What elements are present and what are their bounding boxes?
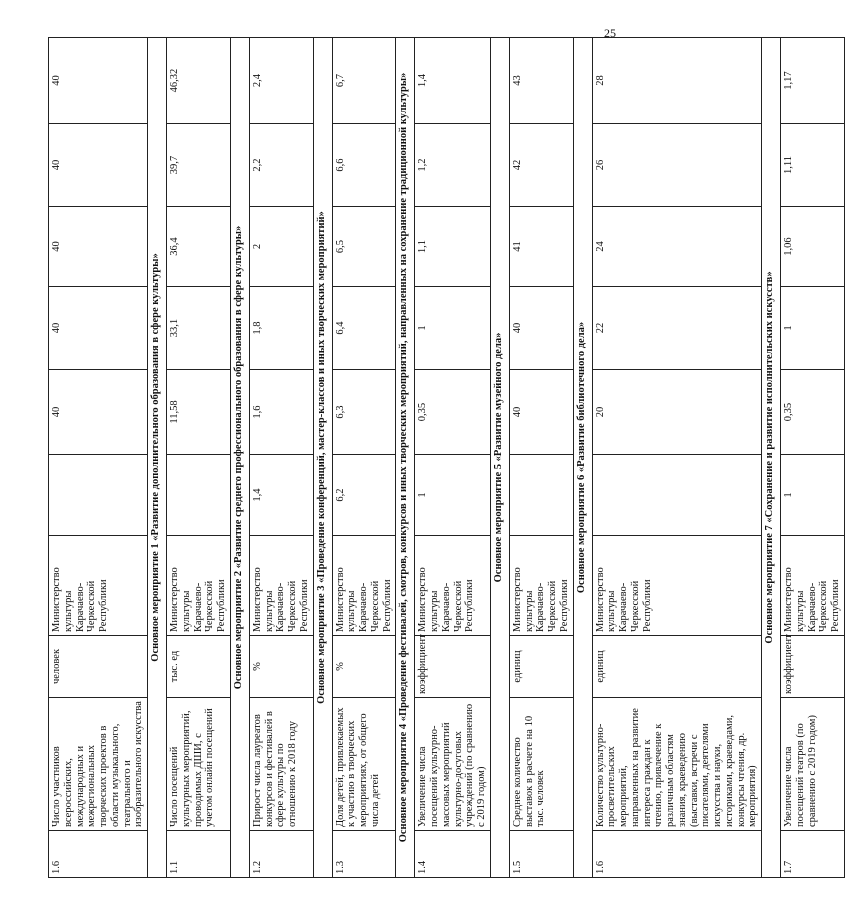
value-cell: 26 [592, 124, 762, 207]
row-number: 1.2 [249, 831, 313, 878]
unit-cell: единиц [592, 636, 762, 698]
indicator-name: Среднее количество выставок в расчете на 10 тыс. человек [509, 698, 573, 831]
value-cell: 1,1 [415, 207, 491, 287]
value-cell: 1,2 [415, 124, 491, 207]
row-number: 1.3 [332, 831, 396, 878]
value-cell [167, 455, 231, 536]
unit-cell: тыс. ед [167, 636, 231, 698]
value-cell: 2,2 [249, 124, 313, 207]
table-row [167, 38, 231, 878]
table-row [592, 38, 762, 878]
value-cell: 42 [509, 124, 573, 207]
value-cell: 6,3 [332, 370, 396, 455]
value-cell: 22 [592, 287, 762, 370]
value-cell: 1,4 [415, 38, 491, 124]
value-cell: 0,35 [781, 370, 845, 455]
value-cell: 2,4 [249, 38, 313, 124]
rotated-table-container [48, 38, 841, 878]
value-cell: 28 [592, 38, 762, 124]
value-cell: 24 [592, 207, 762, 287]
page-number: 25 [604, 26, 616, 40]
value-cell: 1,17 [781, 38, 845, 124]
value-cell: 40 [49, 38, 148, 124]
section-header: Основное мероприятие 6 «Развитие библиотечного дела» [573, 38, 592, 878]
value-cell: 6,4 [332, 287, 396, 370]
row-number: 1.6 [49, 831, 148, 878]
value-cell: 6,2 [332, 455, 396, 536]
value-cell: 40 [509, 287, 573, 370]
value-cell: 6,5 [332, 207, 396, 287]
value-cell: 40 [49, 370, 148, 455]
unit-cell: % [332, 636, 396, 698]
value-cell: 1,6 [249, 370, 313, 455]
executor-cell: Министерство культуры Карачаево-Черкесской Республики [509, 536, 573, 636]
table-row [49, 38, 148, 878]
section-header: Основное мероприятие 4 «Проведение фестивалей, смотров, конкурсов и иных творческих мероприятий, направленных на сохранение традиционной культуры» [396, 38, 415, 878]
section-header: Основное мероприятие 5 «Развитие музейного дела» [490, 38, 509, 878]
row-number: 1.5 [509, 831, 573, 878]
indicator-name: Доля детей, привлекаемых к участию в творческих мероприятиях, от общего числа детей [332, 698, 396, 831]
value-cell: 6,7 [332, 38, 396, 124]
indicator-name: Увеличение числа посещений театров (по сравнению с 2019 годом) [781, 698, 845, 831]
value-cell: 11,58 [167, 370, 231, 455]
section-header: Основное мероприятие 7 «Сохранение и развитие исполнительских искусств» [762, 38, 781, 878]
value-cell: 33,1 [167, 287, 231, 370]
value-cell: 1,11 [781, 124, 845, 207]
value-cell: 40 [49, 287, 148, 370]
executor-cell: Министерство культуры Карачаево-Черкесской Республики [332, 536, 396, 636]
section-header: Основное мероприятие 3 «Проведение конференций, мастер-классов и иных творческих мероприятий» [313, 38, 332, 878]
value-cell: 2 [249, 207, 313, 287]
unit-cell: коэффициент [781, 636, 845, 698]
executor-cell: Министерство культуры Карачаево-Черкесской Республики [415, 536, 491, 636]
indicator-name: Количество культурно-просветительских мероприятий, направленных на развитие интереса граждан к чтению, привлечение к различным областям знания, краеведению (выставки, встречи с писателями, деятелями искусства и науки, историками, краеведами, конкурсы чтения, др. мероприятия) [592, 698, 762, 831]
executor-cell: Министерство культуры Карачаево-Черкесской Республики [781, 536, 845, 636]
section-header: Основное мероприятие 2 «Развитие среднего профессионального образования в сфере культуры» [230, 38, 249, 878]
value-cell: 41 [509, 207, 573, 287]
value-cell: 1 [415, 287, 491, 370]
executor-cell: Министерство культуры Карачаево-Черкесской Республики [592, 536, 762, 636]
section-header: Основное мероприятие 1 «Развитие дополнительного образования в сфере культуры» [148, 38, 167, 878]
value-cell: 40 [509, 370, 573, 455]
value-cell: 43 [509, 38, 573, 124]
table-row [415, 38, 491, 878]
value-cell: 40 [49, 207, 148, 287]
value-cell: 1,4 [249, 455, 313, 536]
unit-cell: человек [49, 636, 148, 698]
row-number: 1.6 [592, 831, 762, 878]
value-cell [509, 455, 573, 536]
table-row [249, 38, 313, 878]
value-cell: 1 [415, 455, 491, 536]
value-cell: 40 [49, 124, 148, 207]
value-cell: 1 [781, 455, 845, 536]
value-cell: 20 [592, 370, 762, 455]
table-row [509, 38, 573, 878]
indicators-table [48, 37, 845, 878]
table-row [332, 38, 396, 878]
indicator-name: Число участников всероссийских, международных и межрегиональных творческих проектов в области музыкального, театрального и изобразительного искусства [49, 698, 148, 831]
executor-cell: Министерство культуры Карачаево-Черкесской Республики [249, 536, 313, 636]
value-cell: 1,8 [249, 287, 313, 370]
table-row [781, 38, 845, 878]
executor-cell: Министерство культуры Карачаево-Черкесской Республики [49, 536, 148, 636]
value-cell: 1 [781, 287, 845, 370]
indicator-name: Увеличение числа посещений культурно-массовых мероприятий культурно-досуговых учреждений (по сравнению с 2019 годом) [415, 698, 491, 831]
value-cell: 1,06 [781, 207, 845, 287]
unit-cell: % [249, 636, 313, 698]
value-cell: 6,6 [332, 124, 396, 207]
indicator-name: Прирост числа лауреатов конкурсов и фестивалей в сфере культуры по отношению к 2018 году [249, 698, 313, 831]
unit-cell: коэффициент [415, 636, 491, 698]
executor-cell: Министерство культуры Карачаево-Черкесской Республики [167, 536, 231, 636]
row-number: 1.1 [167, 831, 231, 878]
value-cell: 39,7 [167, 124, 231, 207]
value-cell [592, 455, 762, 536]
value-cell: 36,4 [167, 207, 231, 287]
value-cell: 0,35 [415, 370, 491, 455]
unit-cell: единиц [509, 636, 573, 698]
value-cell [49, 455, 148, 536]
value-cell: 46,32 [167, 38, 231, 124]
row-number: 1.7 [781, 831, 845, 878]
row-number: 1.4 [415, 831, 491, 878]
indicator-name: Число посещений культурных мероприятий, проводимых ДШИ, с учетом онлайн посещений [167, 698, 231, 831]
